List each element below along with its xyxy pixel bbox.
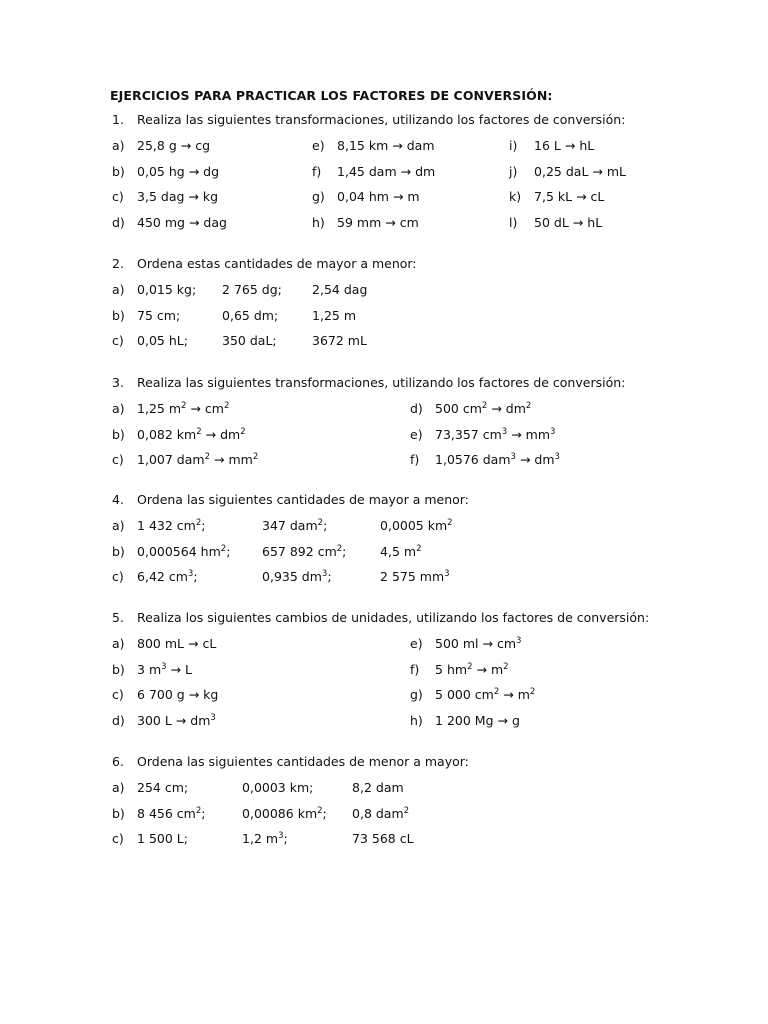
item-value: 3672 mL (312, 333, 367, 348)
exercise-item (380, 513, 453, 539)
exercise-item (410, 708, 520, 734)
exercise-item (222, 328, 277, 354)
exercise-item (312, 159, 435, 185)
item-label: f) (312, 163, 322, 179)
exercise-item (112, 539, 230, 565)
item-value: 0,000564 $hm^2$; (137, 543, 231, 559)
exercise-item (112, 422, 246, 448)
exercise-3 (112, 370, 732, 473)
item-value: 1 200 Mg → g (435, 712, 520, 728)
item-label: d) (410, 401, 423, 416)
item-value: 1,45 dam → dm (337, 163, 436, 179)
exercise-row (112, 422, 732, 448)
exercise-item (242, 775, 313, 801)
exercise-2 (112, 251, 732, 354)
item-value: 3 $m^3 \to L$ (137, 661, 192, 677)
item-label: i) (509, 138, 518, 153)
item-value: 5 $hm^2 \to m^2$ (435, 661, 509, 677)
exercise-item (112, 682, 218, 708)
exercise-item (352, 775, 404, 801)
exercise-item (410, 682, 535, 708)
exercise-number: 3. (112, 375, 124, 390)
item-label: c) (112, 189, 124, 204)
item-value: 6 700 g → kg (137, 687, 219, 702)
item-label: b) (112, 163, 125, 179)
exercise-item (112, 775, 188, 801)
item-value: 2,54 dag (312, 282, 368, 297)
item-value: 450 mg → dag (137, 214, 227, 230)
item-value: 500 $cm^2 \to dm^2$ (435, 401, 532, 416)
item-value: 500 ml → $cm^3$ (435, 636, 522, 651)
item-label: g) (410, 687, 423, 702)
item-value: 7,5 kL → cL (534, 189, 605, 204)
exercise-row (112, 564, 732, 590)
item-label: b) (112, 307, 125, 323)
item-label: h) (410, 712, 423, 728)
item-label: l) (509, 214, 518, 230)
item-value: 657 892 $cm^2$; (262, 543, 347, 559)
item-label: a) (112, 138, 125, 153)
item-value: 0,935 $dm^3$; (262, 569, 332, 584)
exercise-item (112, 396, 229, 422)
exercise-item (112, 277, 196, 303)
item-label: g) (312, 189, 325, 204)
item-value: 1,25 $m^2 \to cm^2$ (137, 401, 230, 416)
item-value: 2 765 dg; (222, 282, 282, 297)
exercise-instruction: Realiza las siguientes transformaciones, utilizando los factores de conversión: (137, 375, 626, 390)
item-value: 0,04 hm → m (337, 189, 420, 204)
exercise-number: 5. (112, 610, 124, 625)
exercise-item (509, 184, 604, 210)
item-value: 2 575 $mm^3$ (380, 569, 450, 584)
exercise-item (509, 210, 602, 236)
item-label: b) (112, 661, 125, 677)
item-value: 350 daL; (222, 333, 277, 348)
exercise-item (112, 159, 219, 185)
item-label: b) (112, 426, 125, 442)
item-label: d) (112, 712, 125, 728)
exercise-item (352, 826, 414, 852)
item-value: 6,42 $cm^3$; (137, 569, 198, 584)
item-value: 59 mm → cm (337, 214, 419, 230)
exercise-item (312, 210, 419, 236)
item-value: 8,2 dam (352, 780, 404, 795)
exercise-heading (112, 107, 732, 133)
item-value: 1 500 L; (137, 831, 188, 846)
item-value: 347 dam$^2$; (262, 518, 328, 533)
exercise-row (112, 277, 732, 303)
item-value: 1,0576 $dam^3 \to dm^3$ (435, 452, 560, 467)
exercise-item (112, 328, 188, 354)
exercise-item (410, 447, 560, 473)
item-label: e) (312, 138, 325, 153)
exercise-item (112, 513, 205, 539)
item-label: a) (112, 401, 125, 416)
exercise-item (312, 277, 367, 303)
item-label: h) (312, 214, 325, 230)
exercise-4 (112, 487, 732, 590)
exercise-item (380, 539, 421, 565)
exercise-heading (112, 487, 732, 513)
exercise-row (112, 539, 732, 565)
item-value: 1,007 $dam^2 \to mm^2$ (137, 452, 259, 467)
exercise-item (410, 657, 509, 683)
exercise-row (112, 657, 732, 683)
item-value: 0,8 dam$^2$ (352, 805, 410, 821)
item-value: 1,25 m (312, 307, 357, 323)
exercise-item (410, 396, 531, 422)
exercise-item (509, 159, 626, 185)
item-label: b) (112, 543, 125, 559)
item-value: 0,05 hg → dg (137, 163, 220, 179)
exercise-item (380, 564, 450, 590)
exercise-item (222, 277, 282, 303)
item-label: e) (410, 636, 423, 651)
exercise-row (112, 826, 732, 852)
item-label: a) (112, 636, 125, 651)
item-label: d) (112, 214, 125, 230)
exercise-item (312, 328, 367, 354)
exercise-item (112, 826, 188, 852)
exercise-item (262, 564, 332, 590)
exercise-row (112, 133, 732, 159)
exercise-row (112, 775, 732, 801)
exercise-row (112, 682, 732, 708)
exercise-item (312, 303, 356, 329)
item-value: 25,8 g → cg (137, 138, 211, 153)
exercise-item (242, 826, 288, 852)
item-label: a) (112, 780, 125, 795)
item-value: 73 568 cL (352, 831, 414, 846)
item-value: 73,357 $cm^3 \to mm^3$ (435, 426, 556, 442)
item-label: c) (112, 333, 124, 348)
exercise-row (112, 303, 732, 329)
exercise-row (112, 184, 732, 210)
item-value: 16 L → hL (534, 138, 595, 153)
exercise-item (112, 708, 216, 734)
worksheet-title: EJERCICIOS PARA PRACTICAR LOS FACTORES DE CONVERSIÓN: (110, 88, 553, 103)
exercise-item (112, 133, 210, 159)
item-value: 0,25 daL → mL (534, 163, 627, 179)
item-label: a) (112, 518, 125, 533)
exercise-item (410, 631, 521, 657)
exercise-row (112, 513, 732, 539)
item-value: 75 cm; (137, 307, 181, 323)
exercise-number: 4. (112, 492, 124, 507)
exercise-item (112, 303, 180, 329)
item-value: 0,0005 $km^2$ (380, 518, 453, 533)
exercise-6 (112, 749, 732, 852)
exercise-item (262, 513, 327, 539)
item-value: 0,015 kg; (137, 282, 197, 297)
item-value: 4,5 $m^2$ (380, 543, 422, 559)
exercise-row (112, 210, 732, 236)
item-value: 5 000 $cm^2 \to m^2$ (435, 687, 536, 702)
item-label: f) (410, 452, 420, 467)
item-value: 3,5 dag → kg (137, 189, 219, 204)
exercise-heading (112, 749, 732, 775)
item-label: e) (410, 426, 423, 442)
exercise-number: 1. (112, 112, 124, 127)
item-label: a) (112, 282, 125, 297)
exercise-item (410, 422, 555, 448)
item-value: 1,2 $m^3$; (242, 831, 288, 846)
item-value: 0,05 hL; (137, 333, 188, 348)
exercise-heading (112, 605, 732, 631)
exercise-instruction: Realiza las siguientes transformaciones, utilizando los factores de conversión: (137, 112, 626, 127)
exercise-item (312, 133, 435, 159)
exercise-row (112, 328, 732, 354)
exercise-row (112, 159, 732, 185)
item-label: f) (410, 661, 420, 677)
exercise-item (112, 564, 198, 590)
item-label: c) (112, 687, 124, 702)
exercise-row (112, 396, 732, 422)
exercise-1 (112, 107, 732, 235)
exercise-row (112, 631, 732, 657)
exercise-number: 6. (112, 754, 124, 769)
exercise-item (112, 631, 216, 657)
item-label: c) (112, 831, 124, 846)
item-value: 8 456 $cm^2$; (137, 805, 206, 821)
item-value: 0,082 $km^2 \to dm^2$ (137, 426, 246, 442)
exercise-item (312, 184, 420, 210)
item-label: c) (112, 452, 124, 467)
item-value: 254 cm; (137, 780, 189, 795)
exercise-item (509, 133, 594, 159)
exercise-item (112, 657, 192, 683)
item-label: c) (112, 569, 124, 584)
exercise-instruction: Ordena las siguientes cantidades de menor a mayor: (137, 754, 469, 769)
item-value: 800 mL → cL (137, 636, 217, 651)
exercise-number: 2. (112, 256, 124, 271)
item-label: k) (509, 189, 522, 204)
item-value: 300 $L \to dm^3$ (137, 712, 216, 728)
exercise-instruction: Realiza los siguientes cambios de unidades, utilizando los factores de conversión: (137, 610, 650, 625)
exercise-instruction: Ordena estas cantidades de mayor a menor: (137, 256, 417, 271)
exercise-item (112, 801, 205, 827)
exercise-item (262, 539, 346, 565)
exercise-item (242, 801, 327, 827)
item-label: j) (509, 163, 518, 179)
exercise-item (112, 184, 218, 210)
exercise-item (112, 210, 227, 236)
item-value: 0,00086 $km^2$; (242, 805, 327, 821)
item-value: 1 432 $cm^2$; (137, 518, 206, 533)
item-value: 8,15 km → dam (337, 138, 435, 153)
exercise-item (222, 303, 278, 329)
exercise-row (112, 447, 732, 473)
item-value: 50 dL → hL (534, 214, 603, 230)
exercise-instruction: Ordena las siguientes cantidades de mayor a menor: (137, 492, 469, 507)
exercise-row (112, 801, 732, 827)
exercise-heading (112, 251, 732, 277)
exercise-heading (112, 370, 732, 396)
exercise-row (112, 708, 732, 734)
item-value: 0,65 dm; (222, 307, 279, 323)
item-label: b) (112, 805, 125, 821)
exercise-item (352, 801, 409, 827)
item-value: 0,0003 km; (242, 780, 314, 795)
exercise-item (112, 447, 258, 473)
exercise-5 (112, 605, 732, 733)
